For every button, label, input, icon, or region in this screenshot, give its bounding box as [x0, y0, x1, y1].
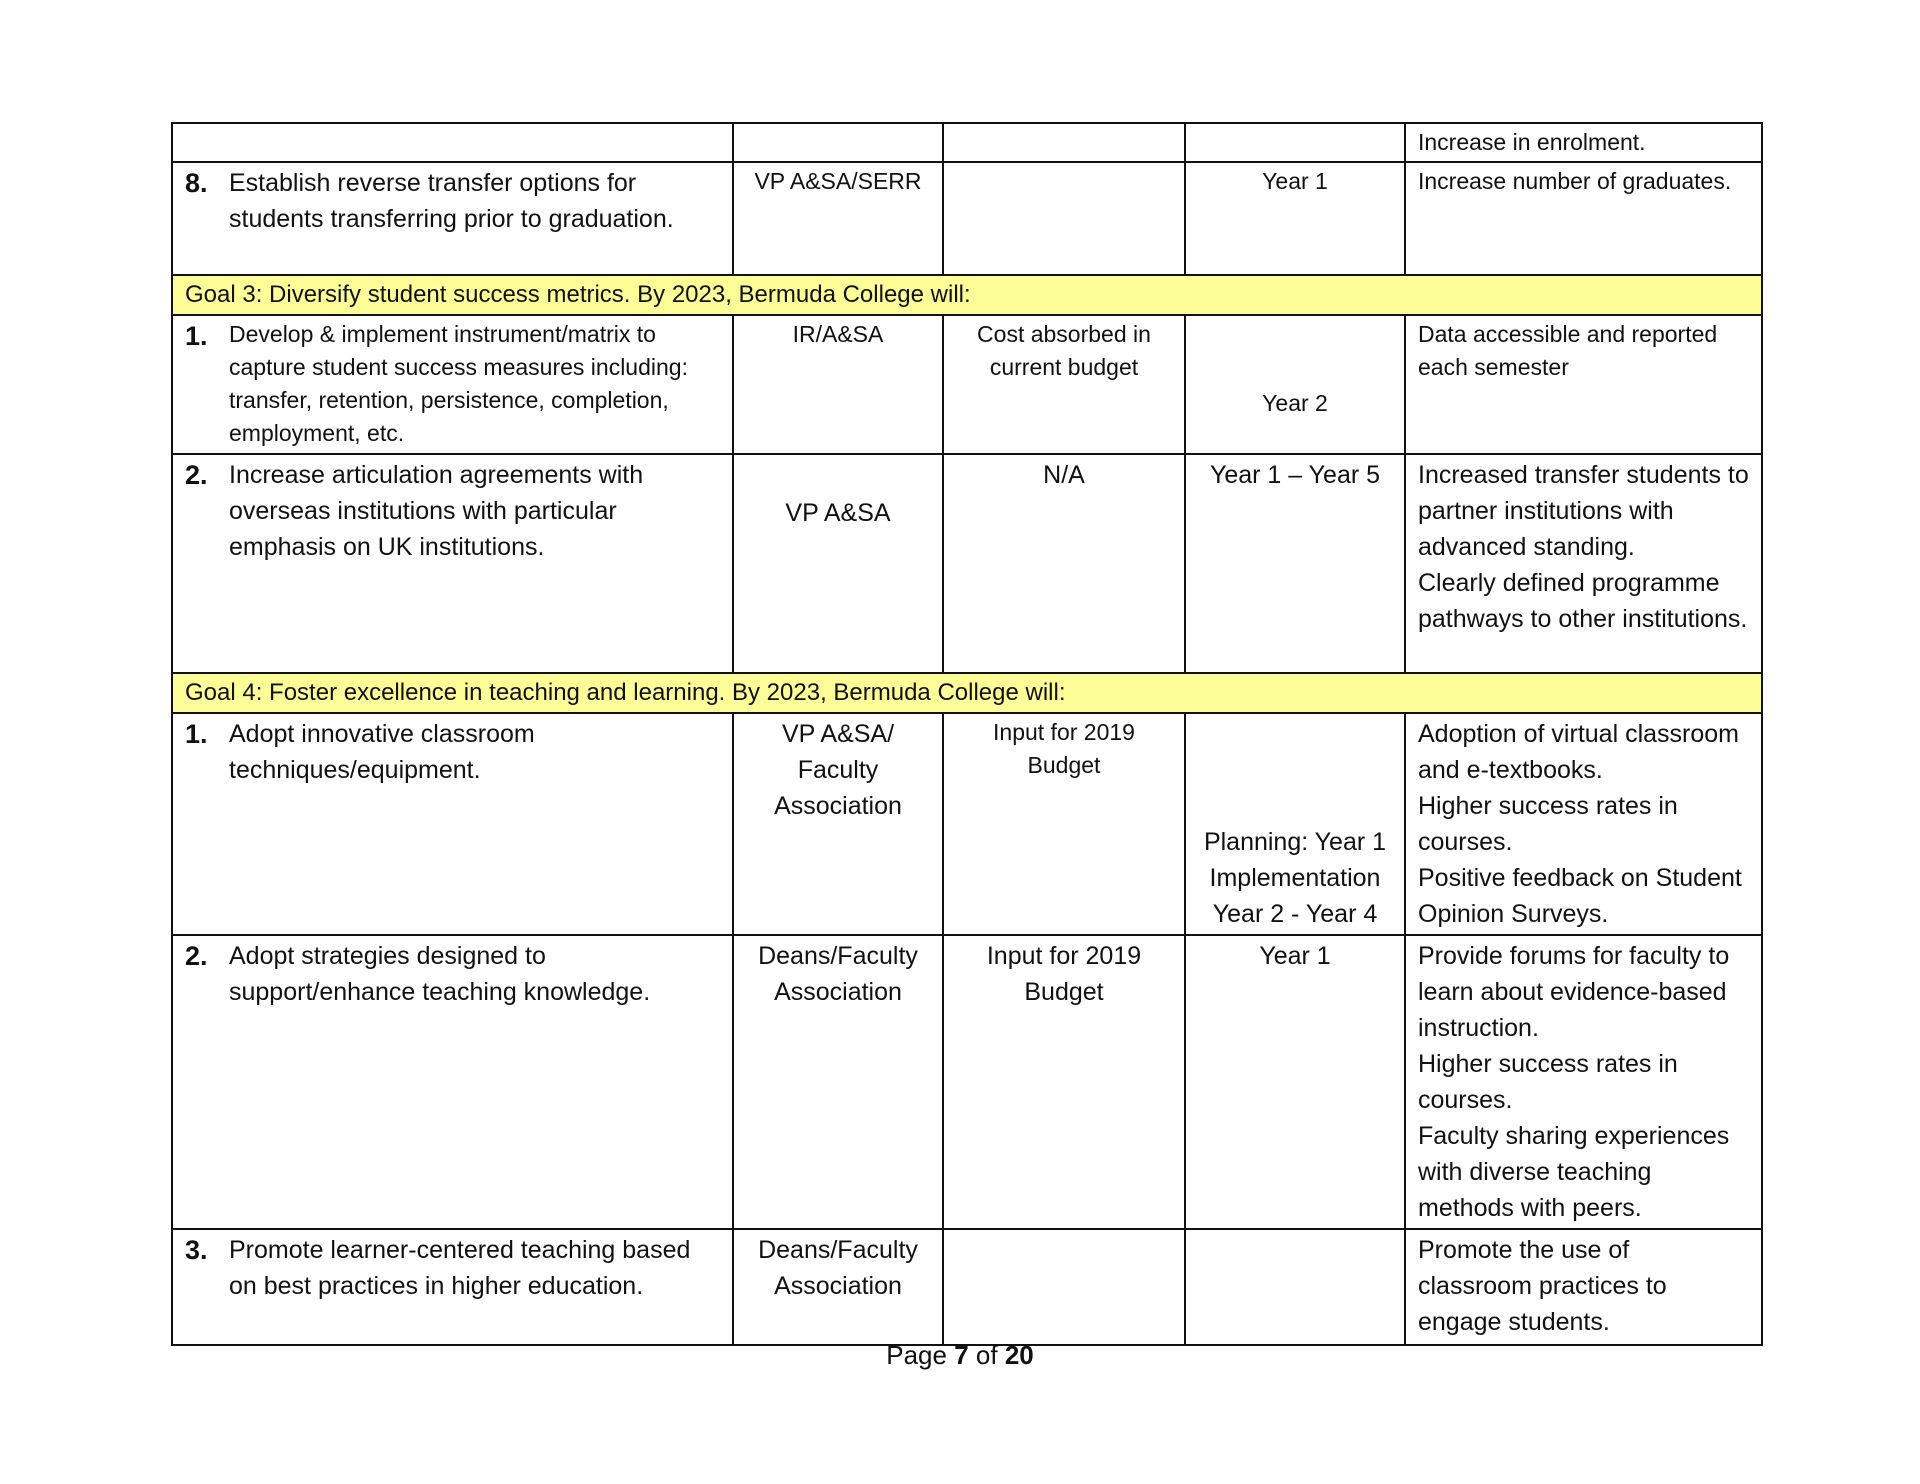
responsible-cell [733, 713, 943, 935]
item-number: 1. [185, 321, 208, 351]
responsible-cell: VP A&SA/SERR [733, 162, 943, 275]
outcome-line: Positive feedback on Student Opinion Surveys. [1418, 864, 1742, 928]
outcome-line: Provide forums for faculty to learn about evidence-based instruction. [1418, 942, 1730, 1042]
responsible-cell: VP A&SA [733, 454, 943, 673]
timeline-cell [1185, 1229, 1405, 1345]
table-row [172, 935, 1762, 1229]
timeline-line: Implementation [1209, 864, 1381, 892]
action-text: Promote learner-centered teaching based on best practices in higher education. [229, 1236, 691, 1300]
timeline-cell: Year 1 [1185, 935, 1405, 1229]
table-row [172, 123, 1762, 162]
goal-4-heading: Goal 4: Foster excellence in teaching and learning. By 2023, Bermuda College will: [172, 673, 1762, 713]
table-row [172, 1229, 1762, 1345]
responsible-cell: Deans/Faculty Association [733, 935, 943, 1229]
action-text: Adopt innovative classroom techniques/equipment. [229, 720, 535, 784]
page-label: Page [886, 1340, 947, 1370]
outcome-line: Increased transfer students to partner institutions with advanced standing. [1418, 461, 1749, 561]
outcome-cell: Promote the use of classroom practices to engage students. [1405, 1229, 1762, 1345]
goal-heading-row [172, 673, 1762, 713]
goal-3-heading: Goal 3: Diversify student success metrics. By 2023, Bermuda College will: [172, 275, 1762, 315]
action-cell [172, 713, 733, 935]
page-number-footer [0, 1340, 1920, 1371]
action-cell [172, 1229, 733, 1345]
outcome-line: Higher success rates in courses. [1418, 792, 1678, 856]
action-text: Adopt strategies designed to support/enhance teaching knowledge. [229, 942, 651, 1006]
item-number: 2. [185, 941, 208, 971]
timeline-cell: Year 1 [1185, 162, 1405, 275]
resources-cell: Input for 2019 Budget [943, 935, 1185, 1229]
table-row [172, 454, 1762, 673]
outcome-cell [1405, 713, 1762, 935]
action-cell [172, 315, 733, 454]
table-row [172, 162, 1762, 275]
timeline-line: Year 2 - Year 4 [1212, 900, 1378, 928]
outcome-cell: Increase in enrolment. [1405, 123, 1762, 162]
timeline-cell [1185, 713, 1405, 935]
action-cell [172, 162, 733, 275]
item-number: 1. [185, 719, 208, 749]
outcome-line: Faculty sharing experiences with diverse teaching methods with peers. [1418, 1122, 1730, 1222]
strategic-plan-table [171, 122, 1763, 1346]
responsible-line: Association [774, 792, 902, 820]
action-cell [172, 454, 733, 673]
responsible-cell: IR/A&SA [733, 315, 943, 454]
item-number: 3. [185, 1235, 208, 1265]
outcome-cell: Data accessible and reported each semester [1405, 315, 1762, 454]
table-row [172, 315, 1762, 454]
timeline-cell: Year 1 – Year 5 [1185, 454, 1405, 673]
total-pages: 20 [1004, 1340, 1034, 1370]
outcome-line: Adoption of virtual classroom and e-textbooks. [1418, 720, 1739, 784]
outcome-line: Clearly defined programme pathways to other institutions. [1418, 569, 1748, 633]
action-text: Increase articulation agreements with overseas institutions with particular emphasis on UK institutions. [229, 461, 644, 561]
current-page: 7 [954, 1340, 969, 1370]
resources-cell: N/A [943, 454, 1185, 673]
outcome-cell [1405, 454, 1762, 673]
goal-heading-row [172, 275, 1762, 315]
action-cell [172, 935, 733, 1229]
resources-cell: Cost absorbed in current budget [943, 315, 1185, 454]
resources-cell: Input for 2019 Budget [943, 713, 1185, 935]
action-text: Develop & implement instrument/matrix to capture student success measures including: transfer, retention, persistence, completion, employment, etc. [229, 321, 688, 446]
item-number: 2. [185, 460, 208, 490]
resources-cell [943, 1229, 1185, 1345]
action-text: Establish reverse transfer options for students transferring prior to graduation. [229, 169, 674, 233]
responsible-line: VP A&SA/ [781, 720, 895, 748]
outcome-line: Higher success rates in courses. [1418, 1050, 1678, 1114]
table-row [172, 713, 1762, 935]
of-label: of [975, 1340, 998, 1370]
timeline-cell: Year 2 [1185, 315, 1405, 454]
responsible-cell: Deans/Faculty Association [733, 1229, 943, 1345]
outcome-cell: Increase number of graduates. [1405, 162, 1762, 275]
timeline-line: Planning: Year 1 [1203, 828, 1387, 856]
outcome-cell [1405, 935, 1762, 1229]
responsible-line: Faculty [797, 756, 879, 784]
resources-cell [943, 162, 1185, 275]
item-number: 8. [185, 168, 208, 198]
